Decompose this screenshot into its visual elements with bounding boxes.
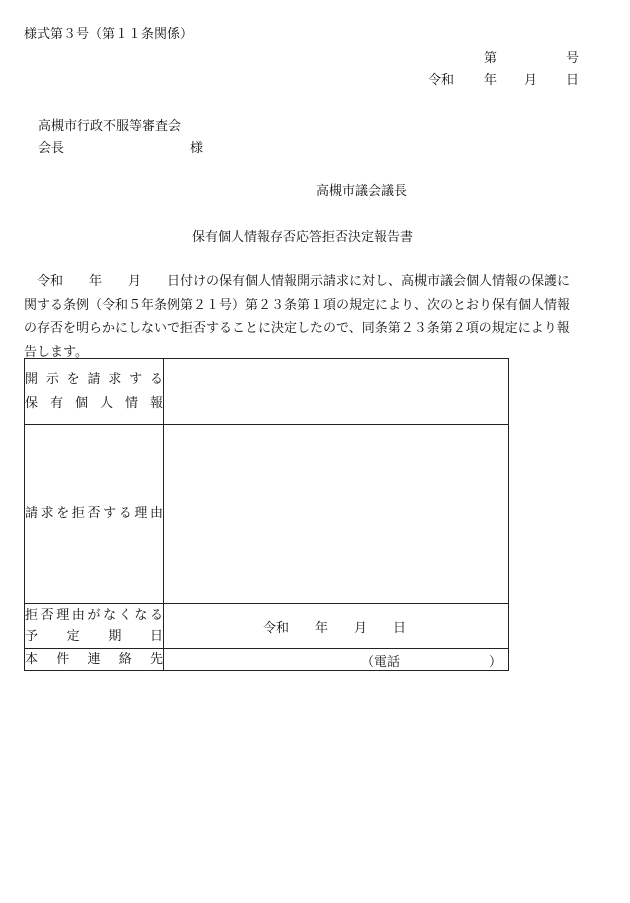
body-line: 関する条例（令和５年条例第２１号）第２３条第１項の規定により、次のとおり保有個人情報: [24, 297, 571, 313]
expected-date-label-line1: 拒否理由がなくなる: [25, 608, 163, 623]
phone-close: ）: [489, 655, 503, 670]
phone-open: （電話: [361, 655, 401, 670]
refusal-reason-label: [25, 425, 164, 604]
date-month: 月: [524, 73, 538, 88]
requested-info-label-line1: 開示を請求する: [25, 371, 163, 387]
body-text: [24, 270, 596, 364]
expected-date-label-line2: 予定期日: [25, 629, 163, 644]
table-row: [25, 425, 509, 604]
requested-info-label: [25, 359, 164, 425]
form-number: 様式第３号（第１１条関係）: [24, 27, 194, 42]
recipient-title: 会長: [38, 141, 65, 156]
date-year: 年: [484, 73, 498, 88]
refusal-reason-label-text: 請求を拒否する理由: [25, 506, 163, 521]
report-table: [24, 358, 509, 671]
expected-date-value[interactable]: [164, 604, 509, 649]
contact-label-text: 本件連絡先: [25, 651, 163, 667]
requested-info-label-line2: 保有個人情報: [25, 395, 163, 411]
table-row: [25, 649, 509, 671]
date-day: 日: [566, 73, 580, 88]
body-line: の存否を明らかにしないで拒否することに決定したので、同条第２３条第２項の規定により報: [24, 321, 570, 336]
sender: 高槻市議会議長: [316, 184, 408, 199]
expected-date-text: 令和 年 月 日: [263, 620, 407, 636]
body-line: 令和 年 月 日付けの保有個人情報開示請求に対し、高槻市議会個人情報の保護に: [24, 274, 571, 289]
recipient-org: 高槻市行政不服等審査会: [38, 119, 182, 134]
expected-date-label: [25, 604, 164, 649]
doc-number-prefix: 第: [484, 51, 498, 66]
contact-label: [25, 649, 164, 671]
contact-value[interactable]: [164, 649, 509, 671]
refusal-reason-value[interactable]: [164, 425, 509, 604]
body-line: 告します。: [24, 344, 88, 360]
recipient-honorific: 様: [190, 141, 204, 156]
doc-number-suffix: 号: [566, 51, 580, 66]
requested-info-value[interactable]: [164, 359, 509, 425]
table-row: [25, 604, 509, 649]
table-row: [25, 359, 509, 425]
date-era: 令和: [428, 73, 455, 88]
doc-title: 保有個人情報存否応答拒否決定報告書: [192, 230, 414, 245]
